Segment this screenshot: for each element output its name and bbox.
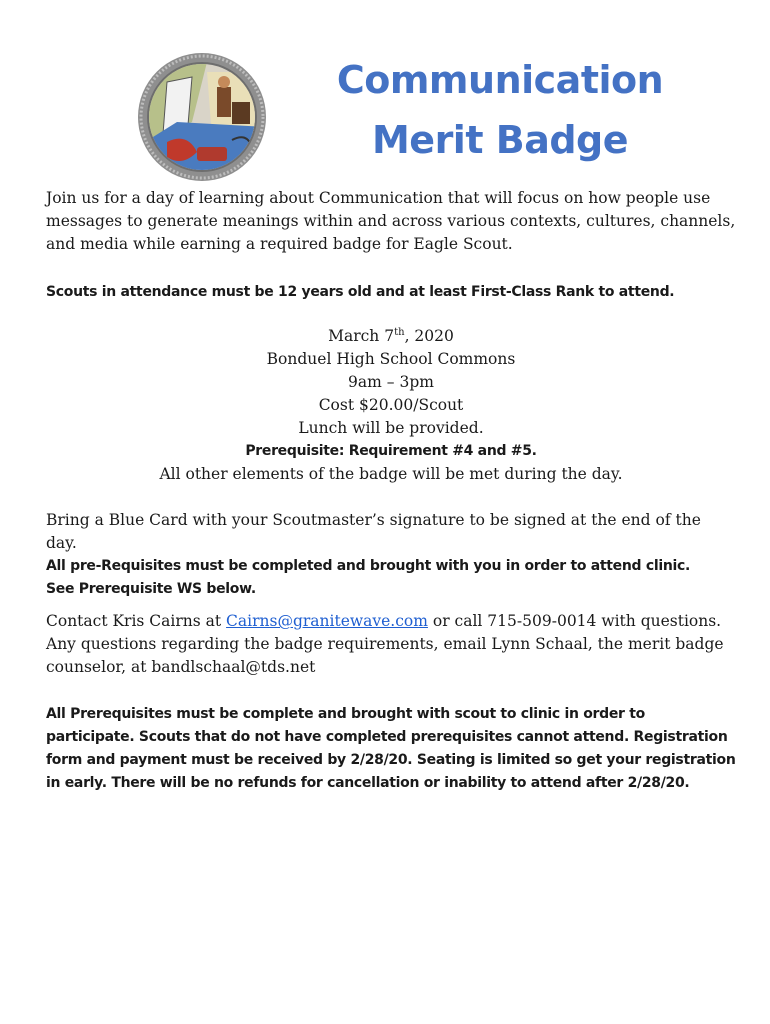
event-lunch: Lunch will be provided. <box>298 419 484 437</box>
merit-badge-icon <box>137 52 267 182</box>
prerequisite-line-2: See Prerequisite WS below. <box>46 581 256 597</box>
prerequisite-line-1: All pre-Requisites must be completed and brought with you in order to attend clinic. <box>46 558 691 574</box>
blue-card-notice: Bring a Blue Card with your Scoutmaster’s signature to be signed at the end of the day. <box>46 511 701 552</box>
event-prerequisite: Prerequisite: Requirement #4 and #5. <box>245 443 537 459</box>
eligibility-notice: Scouts in attendance must be 12 years old and at least First-Class Rank to attend. <box>46 284 675 300</box>
event-other-elements: All other elements of the badge will be met during the day. <box>159 465 623 483</box>
title-line-1: Communication <box>336 58 664 102</box>
event-date: March 7th, 2020 <box>328 326 454 345</box>
contact-email-link[interactable]: Cairns@granitewave.com <box>226 612 428 630</box>
final-notice: All Prerequisites must be complete and brought with scout to clinic in order to participate. Scouts that do not have completed prerequisites cannot attend. Registration form and payment must be received by 2/28/20. Seating is limited so get your registration in early. There will be no refunds for cancellation or inability to attend after 2/28/20. <box>46 706 736 791</box>
contact-prefix: Contact Kris Cairns at <box>46 612 227 630</box>
title-line-2: Merit Badge <box>371 118 629 162</box>
event-location: Bonduel High School Commons <box>266 350 516 368</box>
contact-paragraph <box>46 610 736 679</box>
prerequisite-notice <box>46 555 736 601</box>
contact-suffix: or call 715-509-0014 with questions. Any questions regarding the badge requirements, email Lynn Schaal, the merit badge counselor, at bandlschaal@tds.net <box>46 612 724 676</box>
event-details <box>46 325 736 486</box>
event-time: 9am – 3pm <box>348 373 434 391</box>
page-title <box>300 50 700 170</box>
event-cost: Cost $20.00/Scout <box>318 396 464 414</box>
intro-paragraph: Join us for a day of learning about Communication that will focus on how people use messages to generate meanings within and across various contexts, cultures, channels, and media while earning a required badge for Eagle Scout. <box>46 189 736 253</box>
